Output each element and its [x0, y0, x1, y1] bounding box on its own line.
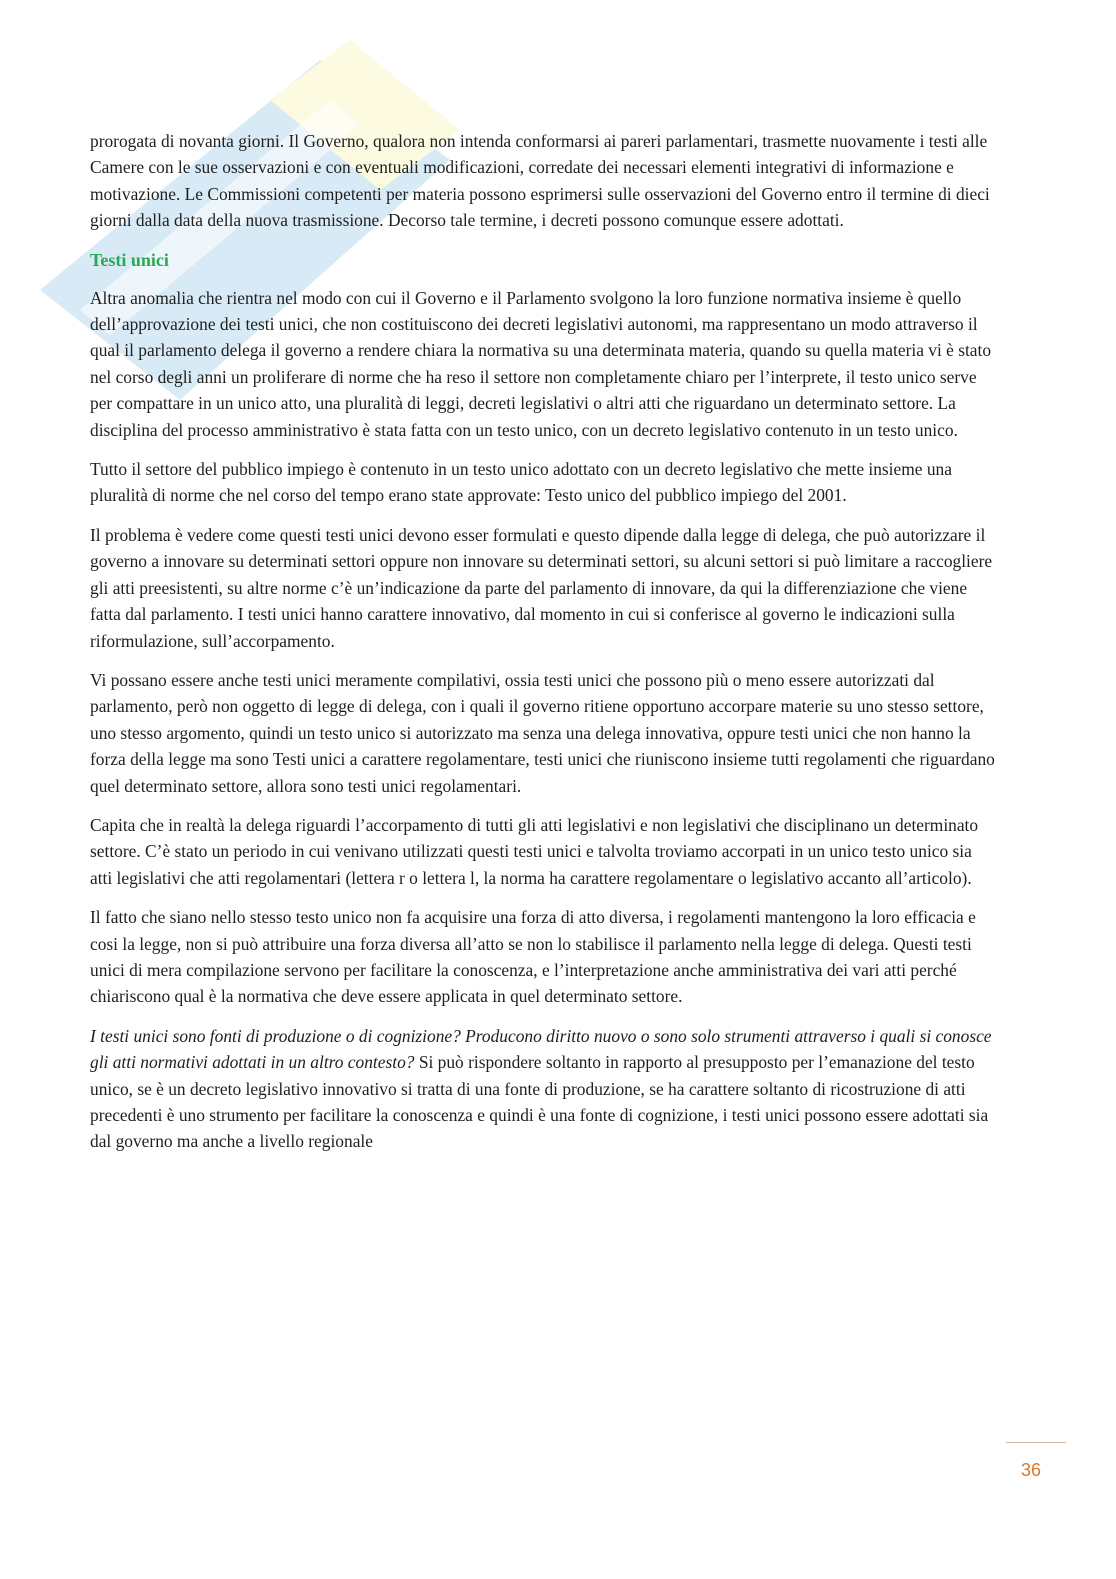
footer-rule [1006, 1442, 1066, 1443]
page-number: 36 [1020, 1460, 1042, 1480]
paragraph-anomalia: Altra anomalia che rientra nel modo con cui il Governo e il Parlamento svolgono la loro funzione normativa insieme è quello dell’approvazione dei testi unici, che non costituiscono dei decreti legislativi autonomi, ma rappresentano un modo attraverso il qual il parlamento delega il governo a rendere chiara la normativa su una determinata materia, quando su quella materia vi è stato nel corso degli anni un proliferare di norme che ha reso il settore non completamente chiaro per l’interprete, il testo unico serve per compattare in un unico atto, una pluralità di leggi, decreti legislativi o altri atti che riguardano un determinato settore. La disciplina del processo amministrativo è stata fatta con un testo unico, con un decreto legislativo contenuto in un testo unico. [90, 287, 992, 440]
question-italic: I testi unici sono fonti di produzione o di cognizione? Producono diritto nuovo o sono solo strumenti attraverso i quali si conosce gli atti normativi adottati in un altro contesto? [90, 1025, 992, 1073]
paragraph-forza-atto: Il fatto che siano nello stesso testo unico non fa acquisire una forza di atto diversa, i regolamenti mantengono la loro efficacia e cosi la legge, non si può attribuire una forza diversa all’atto se non lo stabilisce il parlamento nella legge di delega. Questi testi unici di mera compilazione servono per facilitare la conoscenza, e l’interpretazione anche amministrativa dei vari atti perché chiariscono qual è la normativa che deve essere applicata in quel determinato settore. [90, 907, 976, 1007]
answer-text: Si può rispondere soltanto in rapporto al presupposto per l’emanazione del testo unico, se è un decreto legislativo innovativo si tratta di una fonte di produzione, se ha carattere soltanto di ricostruzione di atti precedenti è uno strumento per facilitare la conoscenza e quindi è una fonte di cognizione, i testi unici possono essere adottati sia dal governo ma anche a livello regionale [90, 1052, 989, 1152]
document-body [90, 128, 995, 1168]
section-heading-testi-unici: Testi unici [90, 249, 169, 270]
paragraph-pubblico-impiego: Tutto il settore del pubblico impiego è contenuto in un testo unico adottato con un decreto legislativo che mette insieme una pluralità di norme che nel corso del tempo erano state approvate: Testo unico del pubblico impiego del 2001. [90, 459, 952, 506]
paragraph-intro: prorogata di novanta giorni. Il Governo, qualora non intenda conformarsi ai pareri parlamentari, trasmette nuovamente i testi alle Camere con le sue osservazioni e con eventuali modificazioni, corredate dei necessari elementi integrativi di informazione e motivazione. Le Commissioni competenti per materia possono esprimersi sulle osservazioni del Governo entro il termine di dieci giorni dalla data della nuova trasmissione. Decorso tale termine, i decreti possono comunque essere adottati. [90, 131, 990, 231]
paragraph-accorpamento: Capita che in realtà la delega riguardi l’accorpamento di tutti gli atti legislativi e non legislativi che disciplinano un determinato settore. C’è stato un periodo in cui venivano utilizzati questi testi unici e talvolta troviamo accorpati in un unico testo unico sia atti legislativi che atti regolamentari (lettera r o lettera l, la norma ha carattere regolamentare o legislativo accanto all’articolo). [90, 814, 979, 888]
paragraph-fonti [90, 1023, 995, 1155]
paragraph-compilativi: Vi possano essere anche testi unici meramente compilativi, ossia testi unici che possono più o meno essere autorizzati dal parlamento, però non oggetto di legge di delega, con i quali il governo ritiene opportuno accorpare materie su uno stesso settore, uno stesso argomento, quindi un testo unico si autorizzato ma senza una delega innovativa, oppure testi unici che non hanno la forza della legge ma sono Testi unici a carattere regolamentare, testi unici che riuniscono insieme tutti regolamenti che riguardano quel determinato settore, allora sono testi unici regolamentari. [90, 669, 995, 796]
paragraph-problema: Il problema è vedere come questi testi unici devono esser formulati e questo dipende dalla legge di delega, che può autorizzare il governo a innovare su determinati settori oppure non innovare su determinati settori, su alcuni settori si può limitare a raccogliere gli atti preesistenti, su altre norme c’è un’indicazione da parte del parlamento di innovare, da qui la differenziazione che viene fatta dal parlamento. I testi unici hanno carattere innovativo, dal momento in cui si conferisce al governo le indicazioni sulla riformulazione, sull’accorpamento. [90, 524, 993, 651]
